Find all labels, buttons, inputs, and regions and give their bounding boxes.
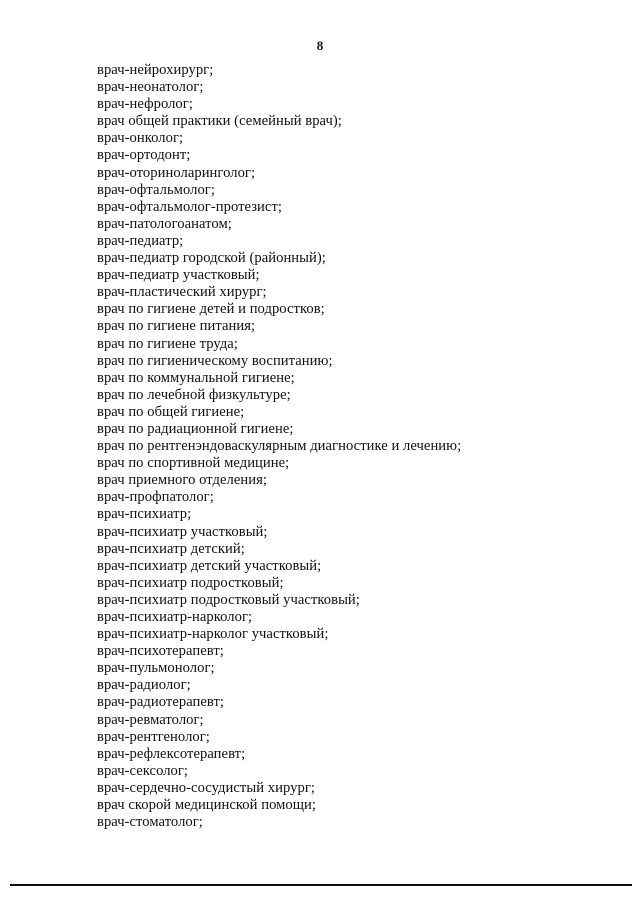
list-item: врач-педиатр участковый;	[97, 267, 260, 284]
page-number: 8	[316, 38, 324, 53]
list-item: врач по радиационной гигиене;	[97, 420, 294, 437]
list-item: врач-психиатр детский;	[97, 540, 245, 557]
specialty-list	[97, 62, 461, 831]
list-item: врач-оториноларинголог;	[97, 164, 256, 181]
list-item: врач по гигиене труда;	[97, 335, 238, 352]
list-item: врач по рентгенэндоваскулярным диагностике и лечению;	[97, 438, 462, 455]
list-item: врач-патологоанатом;	[97, 215, 232, 232]
list-item: врач-онколог;	[97, 130, 184, 147]
list-item: врач-нейрохирург;	[97, 62, 214, 78]
list-item: врач-стоматолог;	[97, 814, 203, 831]
list-item: врач-психиатр;	[97, 506, 192, 523]
list-item: врач по коммунальной гигиене;	[97, 369, 295, 386]
list-item: врач-педиатр;	[97, 232, 184, 249]
list-item: врач-психиатр подростковый участковый;	[97, 591, 360, 608]
list-item: врач-психиатр-нарколог;	[97, 609, 253, 625]
list-item: врач по лечебной физкультуре;	[97, 386, 291, 403]
list-item: врач-рентгенолог;	[97, 728, 210, 745]
list-item: врач-психиатр-нарколог участковый;	[97, 626, 329, 643]
list-item: врач-сердечно-сосудистый хирург;	[97, 779, 315, 796]
list-item: врач-ревматолог;	[97, 711, 204, 728]
list-item: врач-пульмонолог;	[97, 660, 215, 677]
list-item: врач-сексолог;	[97, 762, 189, 779]
list-item: врач-психиатр подростковый;	[97, 574, 284, 591]
list-item: врач-педиатр городской (районный);	[97, 250, 326, 267]
list-item: врач скорой медицинской помощи;	[97, 797, 317, 814]
list-item: врач-профпатолог;	[97, 489, 214, 506]
list-item: врач по общей гигиене;	[97, 403, 245, 420]
list-item: врач-пластический хирург;	[97, 284, 267, 301]
list-item: врач-неонатолог;	[97, 79, 204, 96]
list-item: врач-офтальмолог;	[97, 181, 215, 198]
list-item: врач-нефролог;	[97, 96, 193, 113]
list-item: врач-радиотерапевт;	[97, 694, 225, 711]
list-item: врач-психиатр участковый;	[97, 523, 268, 540]
list-item: врач-рефлексотерапевт;	[97, 745, 246, 762]
list-item: врач по гигиеническому воспитанию;	[97, 352, 333, 369]
list-item: врач общей практики (семейный врач);	[97, 113, 342, 130]
bottom-rule	[10, 884, 632, 886]
list-item: врач-радиолог;	[97, 677, 191, 694]
list-item: врач по гигиене детей и подростков;	[97, 301, 325, 318]
list-item: врач-психотерапевт;	[97, 643, 224, 660]
list-item: врач-психиатр детский участковый;	[97, 557, 322, 574]
list-item: врач-офтальмолог-протезист;	[97, 198, 282, 215]
list-item: врач по спортивной медицине;	[97, 455, 290, 472]
list-item: врач-ортодонт;	[97, 147, 191, 164]
list-item: врач приемного отделения;	[97, 472, 267, 489]
list-item: врач по гигиене питания;	[97, 318, 256, 335]
